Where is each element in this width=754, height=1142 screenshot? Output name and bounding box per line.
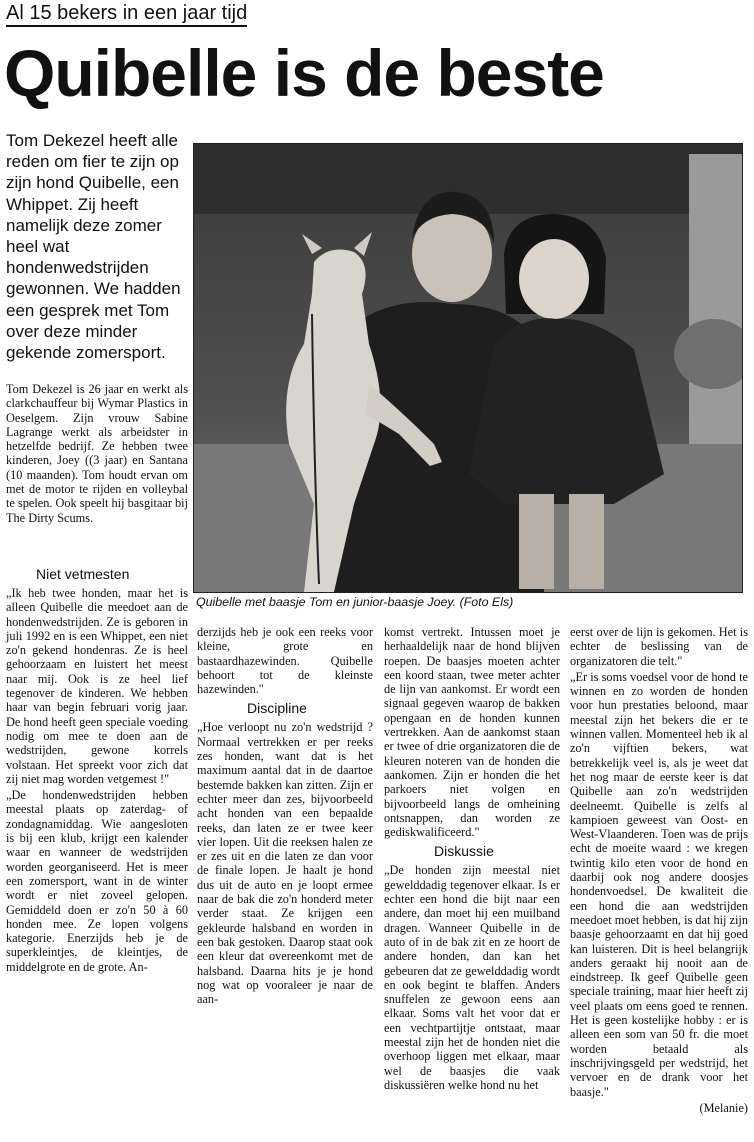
article-headline: Quibelle is de beste	[4, 36, 604, 110]
author-signature: (Melanie)	[699, 1100, 748, 1115]
paragraph: komst vertrekt. Intussen moet je herhaaldelijk naar de hond blijven roepen. De baasjes moeten achter een koord staan, twee meter achter de lijn van aankomst. Er wordt een signaal gegeven waarop de bakken opengaan en de honden kunnen vertrekken. Aan de aankomst staan er twee of drie organizatoren die de kleuren noteren van de honden die aankomen. Zijn er honden die het parkoers niet volgen en bijvoorbeeld langs de omheining ontsnappen, dan worden ze gediskwalificeerd."	[384, 625, 560, 840]
photo-caption: Quibelle met baasje Tom en junior-baasje Joey. (Foto Els)	[196, 595, 514, 609]
column-4	[570, 625, 748, 1115]
paragraph: „Hoe verloopt nu zo'n wedstrijd ? Normaal vertrekken er per reeks zes honden, want dat is het maximum aantal dat in de daartoe bestemde bakken kan zitten. Zijn er echter meer dan zes, bijvoorbeeld acht honden van een bepaalde reeks, dan laten ze er twee keer vier lopen. Uit die reeksen halen ze er zes uit en die laten ze dan voor de finale lopen. Je haalt je hond dus uit de auto en je loopt ermee naar de bak die zo'n honderd meter verder staat. Ze krijgen een gekleurde halsband en worden in een bak gestoken. Daarop staat ook een kleur dat overeenkomt met de halsband. Daarna hits je je hond nog wat op vooraleer je naar de aan-	[197, 720, 373, 1007]
subhead-discipline: Discipline	[247, 700, 307, 717]
article-intro: Tom Dekezel heeft alle reden om fier te zijn op zijn hond Quibelle, een Whippet. Zij heeft namelijk deze zomer heel wat hondenwedstrijden gewonnen. We hadden een gesprek met Tom over deze minder gekende zomersport.	[6, 131, 181, 363]
article-photo	[193, 143, 743, 593]
column-3	[384, 625, 560, 1094]
paragraph: eerst over de lijn is gekomen. Het is echter de beslissing van de organizatoren die telt."	[570, 625, 748, 668]
column-1	[6, 562, 188, 976]
paragraph: „Ik heb twee honden, maar het is alleen Quibelle die meedoet aan de hondenwedstrijden. Ze is geboren in juli 1992 en is een Whippet, een niet zo'n gekend hondenras. Ze is heel gehoorzaam en luistert het meest naar mij. Ook is ze heel lief tegenover de kinderen. We hebben haar van begin februari vorig jaar. De hond heeft geen speciale voeding nodig om mee te doen aan de wedstrijden, gewone korrels volstaan. Het spreekt voor zich dat zij niet mag worden vetgemest !"	[6, 586, 188, 786]
paragraph: „Er is soms voedsel voor de hond te winnen en zo worden de honden voor hun prestaties beloond, maar meestal zijn het bekers die er te winnen vallen. Momenteel heb ik al zo'n vijftien bekers, wat betrekkelijk veel is, als je weet dat het nog maar de eerste keer is dat Quibelle aan zo'n wedstrijden deelneemt. Quibelle is zelfs al kampioen geweest van Oost- en West-Vlaanderen. Toen was de prijs echt de moeite waard : we kregen twintig kilo eten voor de hond en daarbij ook nog andere doosjes hondenvoedsel. De kwaliteit die een hond die aan wedstrijden meedoet moet hebben, is dat hij zijn baasje gehoorzaamt en dat hij goed kan luisteren. Dit is heel belangrijk anders geraakt hij nooit aan de eindstreep. Ik geef Quibelle geen speciale training, maar hier heeft zij veel plaats om eens goed te rennen. Het is geen kostelijke hobby : er is alleen een som van 50 fr. die moet worden betaald als inschrijvingsgeld per wedstrijd, het vervoer en de drank voor het baasje."	[570, 669, 748, 1099]
paragraph: derzijds heb je ook een reeks voor kleine, grote en bastaardhazewinden. Quibelle behoort tot de kleinste hazewinden."	[197, 625, 373, 697]
lead-paragraph: Tom Dekezel is 26 jaar en werkt als clarkchauffeur bij Wymar Plastics in Oeselgem. Zijn vrouw Sabine Lagrange werkt als arbeidster in hetzelfde bedrijf. Ze hebben twee kinderen, Joey ((3 jaar) en Santana (10 maanden). Tom houdt ervan om met de motor te rijden en volleybal te spelen. Ook speelt hij basgitaar bij The Dirty Scums.	[6, 382, 189, 525]
column-2	[197, 625, 373, 1008]
subhead-niet-vetmesten: Niet vetmesten	[36, 566, 130, 582]
paragraph: „De honden zijn meestal niet gewelddadig tegenover elkaar. Is er echter een hond die bijt naar een andere, dan moet hij een muilband dragen. Wanneer Quibelle in de auto of in de bak zit en ze hoort de andere honden, dan kan het gebeuren dat ze gewelddadig wordt en ook begint te blaffen. Anders snuffelen ze gewoon eens aan elkaar. Soms valt het voor dat er een vechtpartijtje ontstaat, maar meestal zijn het de honden niet die overhoop liggen met elkaar, maar wel de baasjes die vaak diskussiëren welke hond nu het	[384, 863, 560, 1092]
paragraph: „De hondenwedstrijden hebben meestal plaats op zaterdag- of zondagnamiddag. Wie aangesloten is bij een klub, krijgt een kalender waar en wanneer de wedstrijden worden georganiseerd. Het is meer een zomersport, want in de winter wordt er niet zoveel gelopen. Gemiddeld doen er zo'n 50 à 60 honden mee. Ze lopen volgens kategorie. Enerzijds heb je de superkleintjes, de kleintjes, de middelgrote en de grote. An-	[6, 788, 188, 974]
subhead-diskussie: Diskussie	[434, 843, 494, 860]
article-kicker: Al 15 bekers in een jaar tijd	[6, 2, 247, 27]
